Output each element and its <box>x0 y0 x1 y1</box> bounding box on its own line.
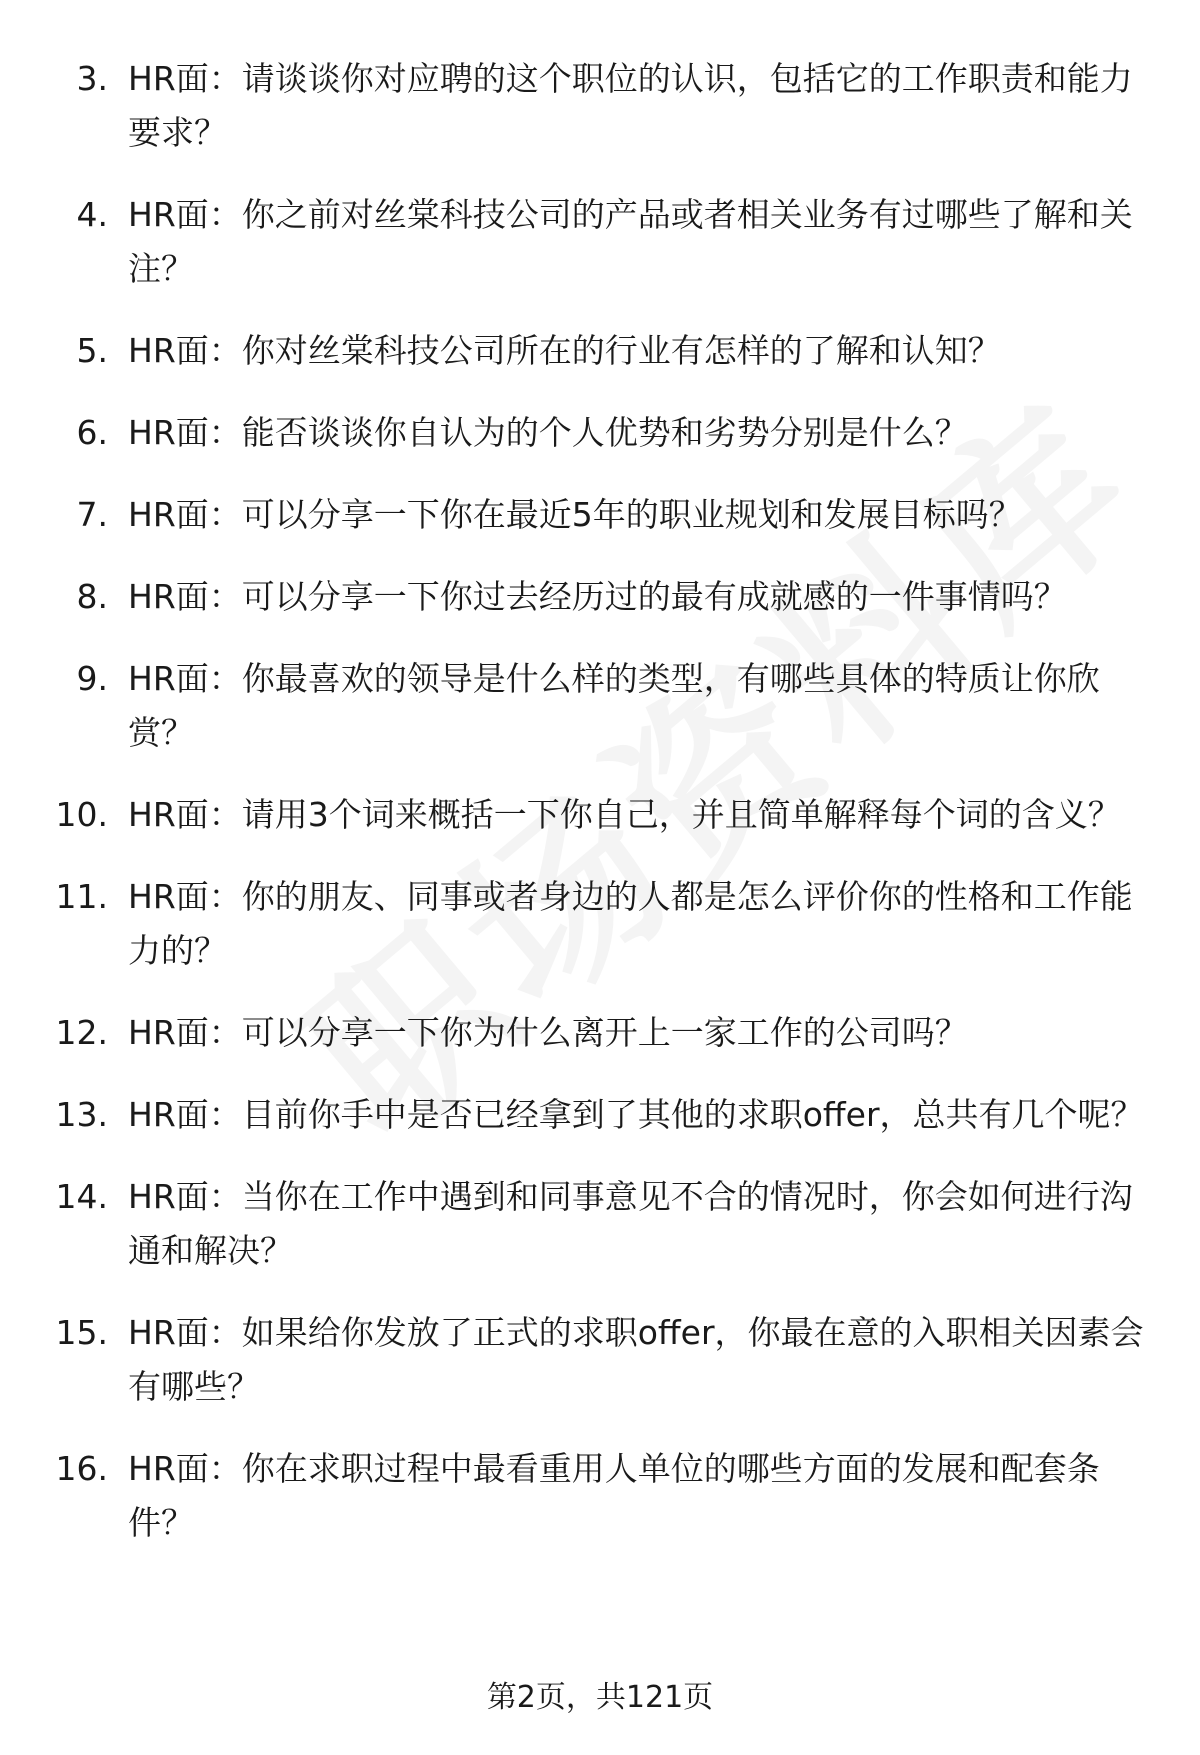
question-text: HR面：你在求职过程中最看重用人单位的哪些方面的发展和配套条件？ <box>128 1449 1100 1542</box>
list-item <box>0 1306 1200 1414</box>
question-text: HR面：如果给你发放了正式的求职offer，你最在意的入职相关因素会有哪些？ <box>128 1313 1144 1406</box>
list-item <box>0 570 1200 624</box>
question-text: HR面：你的朋友、同事或者身边的人都是怎么评价你的性格和工作能力的？ <box>128 877 1133 970</box>
question-number: 5. <box>76 331 108 370</box>
question-text: HR面：你之前对丝棠科技公司的产品或者相关业务有过哪些了解和关注？ <box>128 195 1133 288</box>
question-number: 9. <box>76 659 108 698</box>
question-text: HR面：你对丝棠科技公司所在的行业有怎样的了解和认知？ <box>128 331 1001 370</box>
question-number: 16. <box>55 1449 108 1488</box>
question-number: 7. <box>76 495 108 534</box>
question-text: HR面：请用3个词来概括一下你自己，并且简单解释每个词的含义？ <box>128 795 1121 834</box>
question-text: HR面：当你在工作中遇到和同事意见不合的情况时，你会如何进行沟通和解决？ <box>128 1177 1133 1270</box>
question-number: 3. <box>76 59 108 98</box>
question-number: 13. <box>55 1095 108 1134</box>
list-item <box>0 870 1200 978</box>
page-number-footer: 第2页，共121页 <box>486 1680 714 1715</box>
question-number: 14. <box>55 1177 108 1216</box>
question-text: HR面：能否谈谈你自认为的个人优势和劣势分别是什么？ <box>128 413 968 452</box>
question-number: 4. <box>76 195 108 234</box>
list-item <box>0 1006 1200 1060</box>
question-text: HR面：可以分享一下你在最近5年的职业规划和发展目标吗？ <box>128 495 1022 534</box>
question-number: 15. <box>55 1313 108 1352</box>
question-text: HR面：目前你手中是否已经拿到了其他的求职offer，总共有几个呢？ <box>128 1095 1144 1134</box>
question-number: 8. <box>76 577 108 616</box>
list-item <box>0 788 1200 842</box>
question-text: HR面：你最喜欢的领导是什么样的类型，有哪些具体的特质让你欣赏？ <box>128 659 1100 752</box>
list-item <box>0 406 1200 460</box>
list-item <box>0 188 1200 296</box>
list-item <box>0 1088 1200 1142</box>
question-text: HR面：请谈谈你对应聘的这个职位的认识，包括它的工作职责和能力要求？ <box>128 59 1133 152</box>
question-number: 12. <box>55 1013 108 1052</box>
list-item <box>0 1442 1200 1550</box>
question-number: 11. <box>55 877 108 916</box>
question-list <box>0 52 1200 1578</box>
question-text: HR面：可以分享一下你为什么离开上一家工作的公司吗？ <box>128 1013 968 1052</box>
list-item <box>0 488 1200 542</box>
list-item <box>0 652 1200 760</box>
list-item <box>0 52 1200 160</box>
list-item <box>0 324 1200 378</box>
question-number: 10. <box>55 795 108 834</box>
list-item <box>0 1170 1200 1278</box>
question-text: HR面：可以分享一下你过去经历过的最有成就感的一件事情吗？ <box>128 577 1067 616</box>
question-number: 6. <box>76 413 108 452</box>
